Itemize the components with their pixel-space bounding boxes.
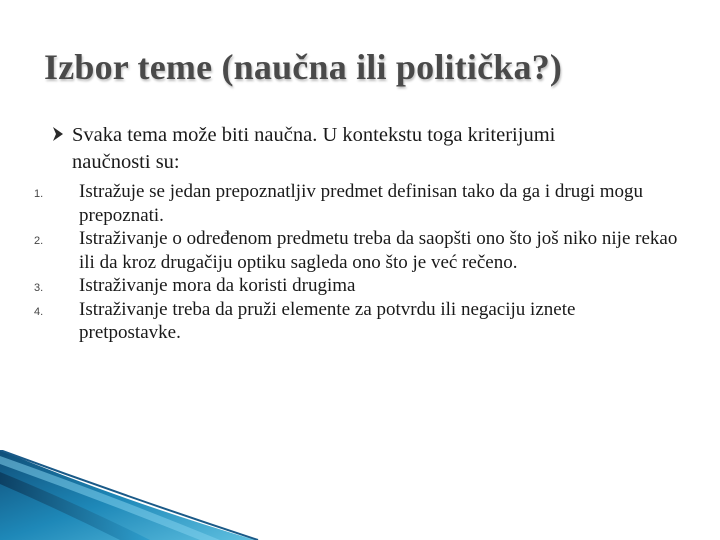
list-item-number: 4. — [34, 305, 44, 318]
list-item-text: Istraživanje o određenom predmetu treba da saopšti ono što još niko nije rekao ili da kroz drugačiju optiku sagleda ono što je već rečeno. — [79, 228, 678, 273]
slide-title: Izbor teme (naučna ili politička?) — [44, 47, 563, 87]
list-item-number: 3. — [34, 282, 44, 294]
intro-text: Svaka tema može biti naučna. U kontekstu toga kriterijumi naučnosti su: — [72, 124, 556, 173]
list-item — [0, 298, 679, 345]
list-item-text: Istražuje se jedan prepoznatljiv predmet definisan tako da ga i drugi mogu prepoznati. — [79, 181, 644, 226]
list-item-number: 1. — [34, 188, 44, 200]
list-item-text: Istraživanje mora da koristi drugima — [79, 275, 356, 296]
list-item-number: 2. — [34, 235, 44, 247]
intro-bullet — [52, 122, 612, 176]
list-item — [0, 180, 679, 227]
criteria-list — [0, 180, 700, 345]
list-item — [0, 227, 679, 274]
arrow-bullet-icon — [52, 126, 64, 142]
list-item-text: Istraživanje treba da pruži elemente za potvrdu ili negaciju iznete pretpostavke. — [79, 298, 576, 343]
corner-decoration — [0, 450, 260, 540]
list-item — [0, 274, 679, 298]
